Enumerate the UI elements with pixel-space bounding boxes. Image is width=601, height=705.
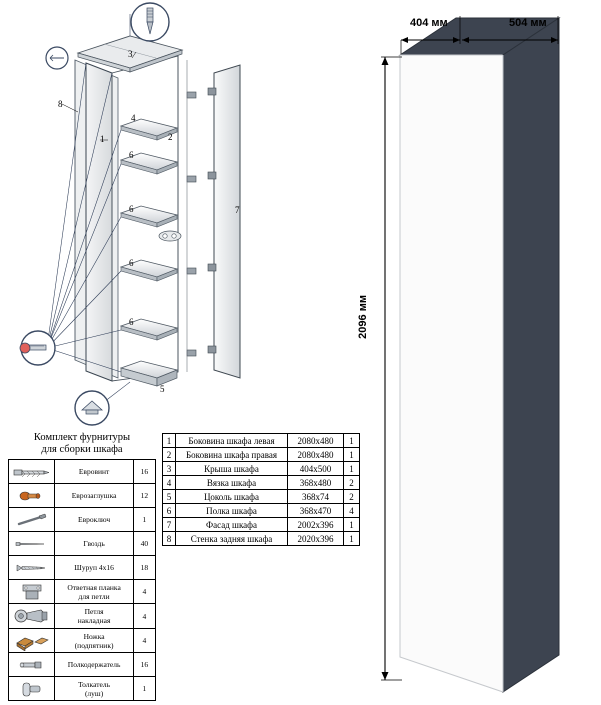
- svg-text:6: 6: [129, 317, 134, 327]
- part-dim: 2080х480: [288, 434, 344, 448]
- kit-item-qty: 12: [133, 484, 155, 508]
- cabinet-3d-view: [340, 0, 601, 700]
- euro-wrench-icon: [9, 508, 55, 532]
- kit-item-name: Ножка (подпятник): [55, 629, 134, 653]
- width-label: 404 мм: [410, 17, 448, 29]
- kit-item-name: Полкодержатель: [55, 653, 134, 677]
- table-row: [163, 476, 360, 490]
- svg-text:3: 3: [128, 49, 133, 59]
- kit-item-name: Шуруп 4х16: [55, 556, 134, 580]
- table-row: [9, 653, 156, 677]
- part-dim: 368х74: [288, 490, 344, 504]
- part-qty: 1: [344, 448, 360, 462]
- kit-title-line1: Комплект фурнитуры: [33, 432, 131, 443]
- table-row: [163, 462, 360, 476]
- table-row: [163, 532, 360, 546]
- kit-item-name: Евровинт: [55, 460, 134, 484]
- table-row: [9, 629, 156, 653]
- part-name: Боковина шкафа правая: [176, 448, 288, 462]
- table-row: [9, 677, 156, 701]
- svg-text:6: 6: [129, 258, 134, 268]
- svg-text:8: 8: [58, 99, 63, 109]
- assembly-svg: [0, 0, 340, 430]
- kit-item-qty: 16: [133, 653, 155, 677]
- kit-item-qty: 16: [133, 460, 155, 484]
- part-name: Крыша шкафа: [176, 462, 288, 476]
- door-part: [208, 65, 240, 378]
- part-name: Боковина шкафа левая: [176, 434, 288, 448]
- euro-screw-icon: [9, 460, 55, 484]
- part-name: Полка шкафа: [176, 504, 288, 518]
- svg-text:5: 5: [160, 384, 165, 394]
- kit-item-qty: 4: [133, 580, 155, 604]
- parts-list-table: [162, 433, 360, 546]
- part-qty: 4: [344, 504, 360, 518]
- table-row: [9, 580, 156, 604]
- table-row: [163, 448, 360, 462]
- shelf-support-icon: [9, 653, 55, 677]
- detail-bubble-left: [46, 47, 68, 69]
- svg-text:6: 6: [129, 150, 134, 160]
- kit-title-line2: для сборки шкафа: [41, 444, 123, 455]
- part-number: 7: [163, 518, 176, 532]
- part-name: Цоколь шкафа: [176, 490, 288, 504]
- table-row: [163, 490, 360, 504]
- table-row: [163, 434, 360, 448]
- kit-item-name: Ответная планка для петли: [55, 580, 134, 604]
- part-qty: 1: [344, 518, 360, 532]
- hardware-kit-title: [8, 432, 156, 456]
- kit-item-qty: 4: [133, 604, 155, 629]
- kit-item-qty: 1: [133, 677, 155, 701]
- part-dim: 368х470: [288, 504, 344, 518]
- part-name: Вязка шкафа: [176, 476, 288, 490]
- pusher-icon: [9, 677, 55, 701]
- svg-text:4: 4: [131, 113, 136, 123]
- part-qty: 2: [344, 490, 360, 504]
- hinge-plate-icon: [9, 580, 55, 604]
- part-number: 2: [163, 448, 176, 462]
- table-row: [9, 556, 156, 580]
- screw-4x16-icon: [9, 556, 55, 580]
- kit-item-name: Петля накладная: [55, 604, 134, 629]
- kit-item-name: Евроключ: [55, 508, 134, 532]
- kit-item-qty: 40: [133, 532, 155, 556]
- height-dimension: [381, 57, 402, 680]
- svg-text:1: 1: [100, 134, 105, 144]
- assembly-diagram: [0, 0, 340, 430]
- svg-text:6: 6: [129, 204, 134, 214]
- part-number: 3: [163, 462, 176, 476]
- svg-text:2: 2: [168, 132, 173, 142]
- part-number: 8: [163, 532, 176, 546]
- detail-bubble-top: [131, 3, 169, 41]
- part-qty: 2: [344, 476, 360, 490]
- part-dim: 2080х480: [288, 448, 344, 462]
- part-dim: 404х500: [288, 462, 344, 476]
- detail-bubble-bottom-left: [20, 331, 55, 365]
- part-dim: 368х480: [288, 476, 344, 490]
- kit-item-qty: 1: [133, 508, 155, 532]
- part-qty: 1: [344, 434, 360, 448]
- kit-item-qty: 4: [133, 629, 155, 653]
- part-number: 1: [163, 434, 176, 448]
- pusher-detail: [159, 231, 181, 241]
- euro-cap-icon: [9, 484, 55, 508]
- height-label: 2096 мм: [357, 295, 369, 339]
- part-number: 4: [163, 476, 176, 490]
- depth-label: 504 мм: [509, 17, 547, 29]
- overlay-hinge-icon: [9, 604, 55, 629]
- hardware-kit: [8, 432, 156, 701]
- part-name: Стенка задняя шкафа: [176, 532, 288, 546]
- table-row: [9, 604, 156, 629]
- kit-item-name: Еврозаглушка: [55, 484, 134, 508]
- kit-item-qty: 18: [133, 556, 155, 580]
- table-row: [9, 532, 156, 556]
- kit-item-name: Толкатель (луш): [55, 677, 134, 701]
- table-row: [163, 504, 360, 518]
- kit-item-name: Гвоздь: [55, 532, 134, 556]
- nail-icon: [9, 532, 55, 556]
- cabinet-svg: [340, 0, 601, 700]
- hardware-kit-table: [8, 459, 156, 701]
- table-row: [9, 460, 156, 484]
- part-dim: 2002х396: [288, 518, 344, 532]
- table-row: [9, 508, 156, 532]
- hinge-plate-details: [187, 60, 196, 372]
- part-dim: 2020х396: [288, 532, 344, 546]
- detail-bubble-bottom: [75, 391, 109, 425]
- table-row: [163, 518, 360, 532]
- parts-list: [162, 433, 360, 546]
- part-name: Фасад шкафа: [176, 518, 288, 532]
- part-number: 5: [163, 490, 176, 504]
- svg-text:7: 7: [235, 205, 240, 215]
- part-qty: 1: [344, 462, 360, 476]
- table-row: [9, 484, 156, 508]
- part-number: 6: [163, 504, 176, 518]
- foot-icon: [9, 629, 55, 653]
- part-qty: 1: [344, 532, 360, 546]
